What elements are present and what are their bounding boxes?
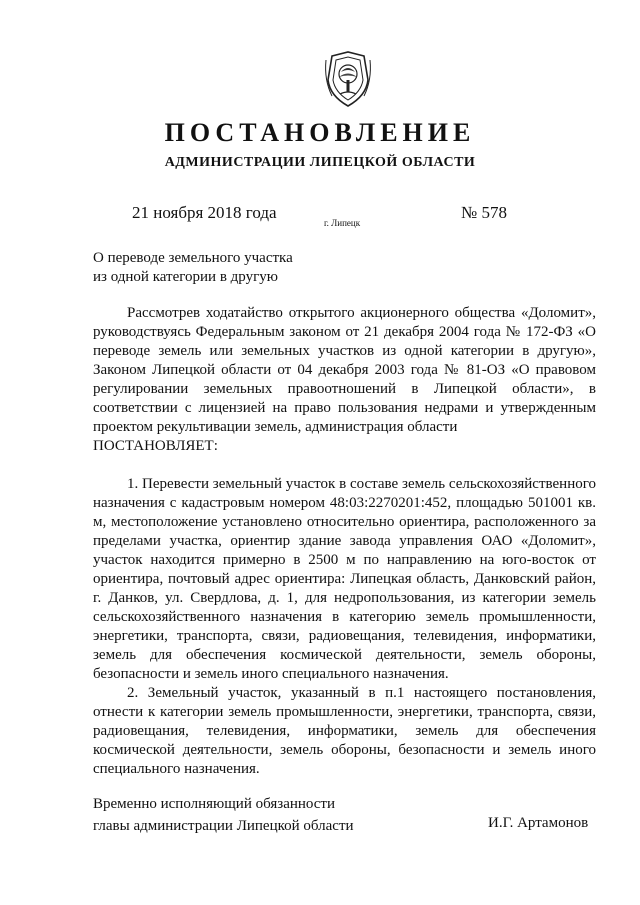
decree-word: ПОСТАНОВЛЯЕТ: (93, 438, 218, 454)
signer-position (93, 793, 354, 837)
issuing-authority: АДМИНИСТРАЦИИ ЛИПЕЦКОЙ ОБЛАСТИ (164, 155, 476, 170)
preamble-paragraph: Рассмотрев ходатайство открытого акционерного общества «Доломит», руководствуясь Федеральным законом от 21 декабря 2004 года № 172-ФЗ «О переводе земель или земельных участков из одной категории в другую», Законом Липецкой области от 04 декабря 2003 года № 81-ОЗ «О правовом регулировании земельных правоотношений в Липецкой области», в соответствии с лицензией на право пользования недрами и утвержденным проектом рекультивации земель, администрация области (93, 305, 596, 435)
clause-1: 1. Перевести земельный участок в составе земель сельскохозяйственного назначения с кадастровым номером 48:03:2270201:452, площадью 501001 кв. м, местоположение установлено относительно ориентира, расположенного за пределами участка, ориентир здание завода управления ОАО «Доломит», участок находится примерно в 2500 м по направлению на юго-восток от ориентира, почтовый адрес ориентира: Липецкая область, Данковский район, г. Данков, ул. Свердлова, д. 1, для недропользования, из категории земель сельскохозяйственного назначения в категорию земель промышленности, энергетики, транспорта, связи, радиовещания, телевидения, информатики, земель для обеспечения космической деятельности, земель обороны, безопасности и земель иного специального назначения. (93, 476, 596, 682)
coat-of-arms-icon (322, 50, 374, 108)
document-body (93, 304, 596, 779)
signer-position-line-1: Временно исполняющий обязанности (93, 796, 336, 812)
document-date: 21 ноября 2018 года (132, 203, 277, 222)
subject-line-2: из одной категории в другую (93, 269, 278, 285)
document-city: г. Липецк (324, 218, 361, 228)
document-title: ПОСТАНОВЛЕНИЕ (164, 118, 476, 147)
signer-position-line-2: главы администрации Липецкой области (93, 818, 354, 834)
signer-name: И.Г. Артамонов (488, 815, 589, 831)
clause-2: 2. Земельный участок, указанный в п.1 настоящего постановления, отнести к категории земель промышленности, энергетики, транспорта, связи, радиовещания, телевидения, информатики, земель для обеспечения космической деятельности, земель обороны, безопасности и земель иного специального назначения. (93, 685, 596, 777)
subject-line-1: О переводе земельного участка (93, 250, 293, 266)
document-number: № 578 (461, 203, 507, 222)
document-subject (93, 249, 293, 287)
